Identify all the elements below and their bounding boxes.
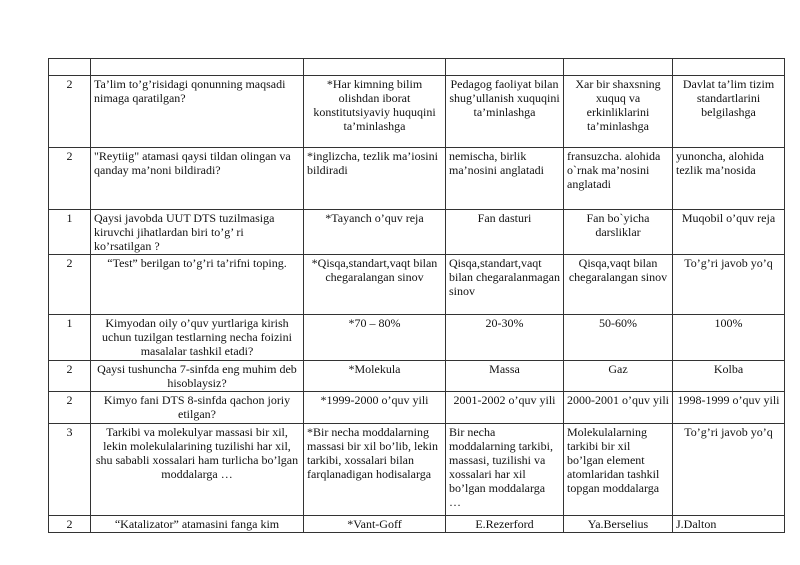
answer-c-cell: Fan bo`yicha darsliklar <box>564 210 673 255</box>
answer-b-cell: Massa <box>446 361 564 392</box>
question-cell: Ta’lim to’g’risidagi qonunning maqsadi nimaga qaratilgan? <box>91 76 304 148</box>
answer-a-cell: *Molekula <box>304 361 446 392</box>
answer-a-cell: *inglizcha, tezlik ma’iosini bildiradi <box>304 148 446 210</box>
difficulty-cell: 2 <box>49 516 91 533</box>
answer-c-cell: Molekulalarning tarkibi bir xil bo’lgan element atomlaridan tashkil topgan moddalarga <box>564 424 673 516</box>
answer-b-cell: 2001-2002 o’quv yili <box>446 392 564 424</box>
answer-a-cell: *70 – 80% <box>304 315 446 361</box>
answer-a-cell: *Har kimning bilim olishdan iborat konstitutsiyaviy huquqini ta’minlashga <box>304 76 446 148</box>
answer-b-cell: Fan dasturi <box>446 210 564 255</box>
test-questions-table <box>48 58 785 533</box>
difficulty-cell: 2 <box>49 255 91 315</box>
blank-cell <box>49 59 91 76</box>
answer-c-cell: Xar bir shaxsning xuquq va erkinliklarini ta’minlashga <box>564 76 673 148</box>
answer-a-cell: *Bir necha moddalarning massasi bir xil bo’lib, lekin tarkibi, xossalari bilan farqlanadigan hodisalarga <box>304 424 446 516</box>
difficulty-cell: 3 <box>49 424 91 516</box>
table-row <box>49 361 785 392</box>
difficulty-cell: 2 <box>49 361 91 392</box>
question-cell: “Test” berilgan to’g’ri ta’rifni toping. <box>91 255 304 315</box>
difficulty-cell: 2 <box>49 148 91 210</box>
question-cell: Kimyo fani DTS 8-sinfda qachon joriy etilgan? <box>91 392 304 424</box>
difficulty-cell: 1 <box>49 210 91 255</box>
answer-d-cell: Muqobil o’quv reja <box>673 210 785 255</box>
answer-a-cell: *Tayanch o’quv reja <box>304 210 446 255</box>
answer-d-cell: 1998-1999 o’quv yili <box>673 392 785 424</box>
answer-c-cell: 2000-2001 o’quv yili <box>564 392 673 424</box>
question-cell: Qaysi tushuncha 7-sinfda eng muhim deb hisoblaysiz? <box>91 361 304 392</box>
answer-b-cell: nemischa, birlik ma’nosini anglatadi <box>446 148 564 210</box>
question-cell: Qaysi javobda UUT DTS tuzilmasiga kiruvchi jihatlardan biri to’g’ ri ko’rsatilgan ? <box>91 210 304 255</box>
answer-c-cell: Ya.Berselius <box>564 516 673 533</box>
answer-a-cell: *Qisqa,standart,vaqt bilan chegaralangan sinov <box>304 255 446 315</box>
answer-d-cell: To’g’ri javob yo’q <box>673 424 785 516</box>
blank-cell <box>564 59 673 76</box>
blank-cell <box>304 59 446 76</box>
table-row <box>49 315 785 361</box>
answer-b-cell: Bir necha moddalarning tarkibi, massasi, tuzilishi va xossalari har xil bo’lgan moddalarga … <box>446 424 564 516</box>
answer-d-cell: To’g’ri javob yo’q <box>673 255 785 315</box>
table-row <box>49 424 785 516</box>
answer-d-cell: yunoncha, alohida tezlik ma’nosida <box>673 148 785 210</box>
answer-b-cell: 20-30% <box>446 315 564 361</box>
answer-b-cell: E.Rezerford <box>446 516 564 533</box>
table-row <box>49 210 785 255</box>
header-blank-row <box>49 59 785 76</box>
test-table-sheet <box>48 58 784 533</box>
answer-b-cell: Pedagog faoliyat bilan shug’ullanish xuquqini ta’minlashga <box>446 76 564 148</box>
table-row <box>49 516 785 533</box>
answer-d-cell: Davlat ta’lim tizim standartlarini belgilashga <box>673 76 785 148</box>
question-cell: “Katalizator” atamasini fanga kim <box>91 516 304 533</box>
difficulty-cell: 1 <box>49 315 91 361</box>
answer-a-cell: *Vant-Goff <box>304 516 446 533</box>
question-cell: Kimyodan oily o’quv yurtlariga kirish uchun tuzilgan testlarning necha foizini masalalar tashkil etadi? <box>91 315 304 361</box>
difficulty-cell: 2 <box>49 76 91 148</box>
table-row <box>49 148 785 210</box>
difficulty-cell: 2 <box>49 392 91 424</box>
answer-c-cell: fransuzcha. alohida o`rnak ma’nosini anglatadi <box>564 148 673 210</box>
table-row <box>49 392 785 424</box>
answer-b-cell: Qisqa,standart,vaqt bilan chegaralanmagan sinov <box>446 255 564 315</box>
answer-c-cell: Gaz <box>564 361 673 392</box>
question-cell: Tarkibi va molekulyar massasi bir xil, lekin molekulalarining tuzilishi har xil, shu sababli xossalari ham turlicha bo’lgan moddalarga … <box>91 424 304 516</box>
blank-cell <box>446 59 564 76</box>
answer-c-cell: 50-60% <box>564 315 673 361</box>
question-cell: "Reytiig" atamasi qaysi tildan olingan va qanday ma’noni bildiradi? <box>91 148 304 210</box>
answer-d-cell: J.Dalton <box>673 516 785 533</box>
table-row <box>49 255 785 315</box>
answer-d-cell: Kolba <box>673 361 785 392</box>
answer-d-cell: 100% <box>673 315 785 361</box>
table-row <box>49 76 785 148</box>
blank-cell <box>91 59 304 76</box>
answer-a-cell: *1999-2000 o’quv yili <box>304 392 446 424</box>
blank-cell <box>673 59 785 76</box>
answer-c-cell: Qisqa,vaqt bilan chegaralangan sinov <box>564 255 673 315</box>
